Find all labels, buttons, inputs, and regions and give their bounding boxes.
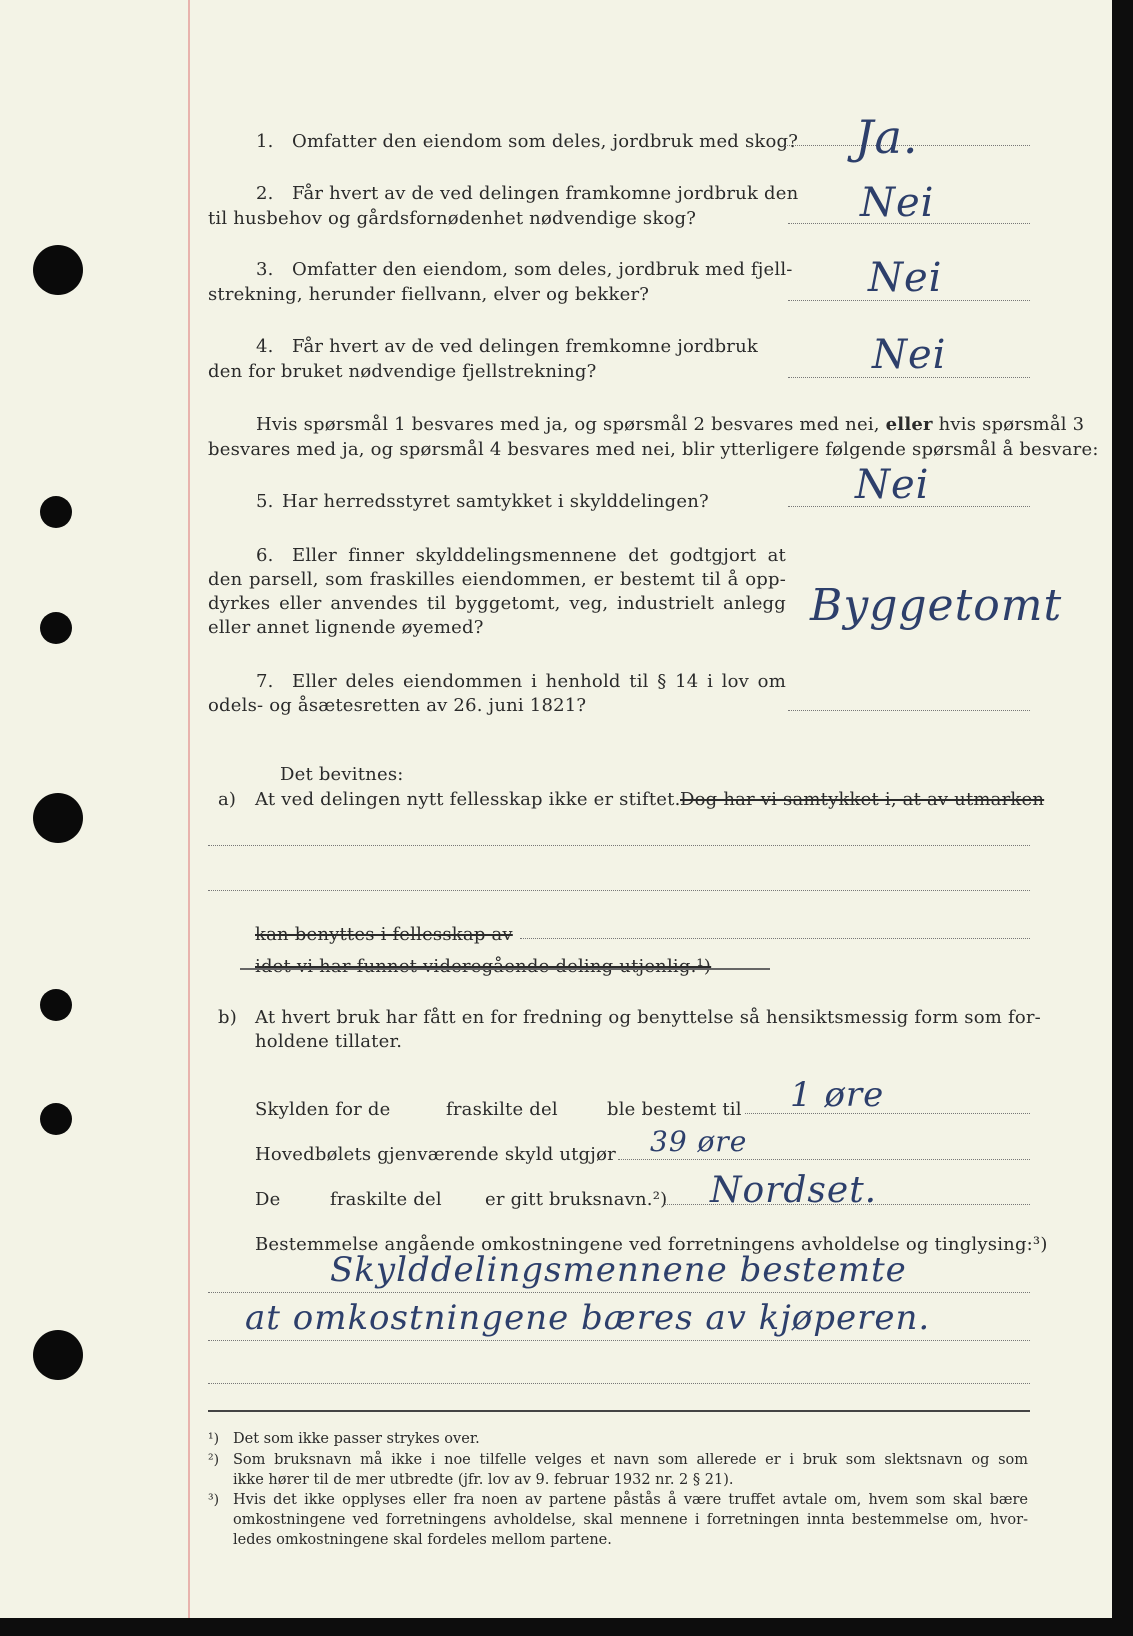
blank-line	[208, 845, 1030, 846]
question-3-line2: strekning, herunder fiellvann, elver og bekker?	[208, 284, 650, 305]
punch-hole	[40, 612, 72, 644]
item-a-label: a)	[218, 789, 237, 810]
question-4-number: 4.	[256, 336, 274, 357]
question-4-line1: Får hvert av de ved delingen fremkomne jordbruk	[292, 336, 758, 357]
footnote-1-line: Det som ikke passer strykes over.	[233, 1431, 480, 1447]
kost-label: Bestemmelse angående omkostningene ved forretningens avholdelse og tinglysing:³)	[255, 1234, 1048, 1255]
kost-line-3	[208, 1383, 1030, 1384]
question-1-number: 1.	[256, 131, 274, 152]
question-3-number: 3.	[256, 259, 274, 280]
item-a-text: At ved delingen nytt fellesskap ikke er stiftet.	[255, 789, 681, 810]
certification-heading: Det bevitnes:	[280, 764, 404, 785]
skyld-value: 1 øre	[790, 1075, 885, 1115]
navn-label-a: De	[255, 1189, 281, 1210]
condition-bold: eller	[885, 414, 933, 435]
question-6-line2: den parsell, som fraskilles eiendommen, er bestemt til å opp-	[208, 569, 786, 590]
question-7-line2: odels- og åsætesretten av 26. juni 1821?	[208, 695, 587, 716]
answer-2: Nei	[860, 180, 935, 226]
strike-through-pen-line	[240, 968, 770, 970]
navn-label-b: fraskilte del	[330, 1189, 442, 1210]
kost-line-1	[208, 1292, 1030, 1293]
answer-6: Byggetomt	[810, 580, 1063, 631]
blank-line	[208, 890, 1030, 891]
item-b-line1: At hvert bruk har fått en for fredning og benyttelse så hensiktsmessig form som for-	[255, 1007, 1041, 1028]
question-3-line1: Omfatter den eiendom, som deles, jordbruk med fjell-	[292, 259, 793, 280]
punch-hole	[33, 1330, 83, 1380]
footnote-2-number: ²)	[208, 1452, 220, 1468]
kost-value-line1: Skylddelingsmennene bestemte	[330, 1250, 907, 1290]
condition-line2: besvares med ja, og spørsmål 4 besvares med nei, blir ytterligere følgende spørsmål å besvare:	[208, 439, 1099, 460]
hoved-label: Hovedbølets gjenværende skyld utgjør	[255, 1144, 616, 1165]
question-5-text: Har herredsstyret samtykket i skylddelingen?	[282, 491, 709, 512]
answer-1: Ja.	[855, 110, 919, 164]
punch-hole	[40, 496, 72, 528]
question-6-number: 6.	[256, 545, 274, 566]
footnote-rule	[208, 1410, 1030, 1412]
skyld-label-b: fraskilte del	[446, 1099, 558, 1120]
item-b-line2: holdene tillater.	[255, 1031, 403, 1052]
punch-hole	[40, 1103, 72, 1135]
question-5-number: 5.	[256, 491, 274, 512]
skyld-label-c: ble bestemt til	[607, 1099, 742, 1120]
footnote-3-line2: omkostningene ved forretningens avholdelse, skal mennene i forretningen innta bestemmelse om, hvor-	[233, 1512, 1028, 1528]
answer-5: Nei	[855, 462, 930, 508]
footnote-2-line1: Som bruksnavn må ikke i noe tilfelle velges et navn som allerede er i bruk som slektsnavn og som	[233, 1452, 1028, 1468]
kost-value-line2: at omkostningene bæres av kjøperen.	[245, 1298, 931, 1338]
question-6-line1: Eller finner skylddelingsmennene det godtgjort at	[292, 545, 786, 566]
question-1-text: Omfatter den eiendom som deles, jordbruk med skog?	[292, 131, 799, 152]
condition-text-b: hvis spørsmål 3	[938, 414, 1085, 435]
punch-hole	[40, 989, 72, 1021]
footnote-3-line1: Hvis det ikke opplyses eller fra noen av partene påstås å være truffet avtale om, hvem som skal bære	[233, 1492, 1028, 1508]
navn-value: Nordset.	[710, 1170, 878, 1211]
condition-line1	[256, 413, 1084, 437]
question-2-line2: til husbehov og gårdsfornødenhet nødvendige skog?	[208, 208, 697, 229]
answer-3: Nei	[868, 255, 943, 301]
hoved-value-line	[618, 1159, 1030, 1160]
punch-hole	[33, 793, 83, 843]
item-a-struck-text: Dog har vi samtykket i, at av utmarken	[680, 789, 1045, 810]
punch-hole	[33, 245, 83, 295]
condition-text-a: Hvis spørsmål 1 besvares med ja, og spørsmål 2 besvares med nei,	[256, 414, 880, 435]
skyld-value-line	[745, 1113, 1030, 1114]
question-7-line1: Eller deles eiendommen i henhold til § 14 i lov om	[292, 671, 786, 692]
answer-4: Nei	[872, 332, 947, 378]
skyld-label-a: Skylden for de	[255, 1099, 391, 1120]
struck-line-2: kan benyttes i fellesskap av	[255, 924, 513, 945]
question-7-number: 7.	[256, 671, 274, 692]
footnote-2-line2: ikke hører til de mer utbredte (jfr. lov av 9. februar 1932 nr. 2 § 21).	[233, 1472, 734, 1488]
hoved-value: 39 øre	[650, 1125, 748, 1158]
item-b-label: b)	[218, 1007, 237, 1028]
footnote-3-number: ³)	[208, 1492, 220, 1508]
blank-line	[520, 938, 1030, 939]
question-2-line1: Får hvert av de ved delingen framkomne jordbruk den	[292, 183, 799, 204]
footnote-3-line3: ledes omkostningene skal fordeles mellom partene.	[233, 1532, 612, 1548]
kost-line-2	[208, 1340, 1030, 1341]
question-2-number: 2.	[256, 183, 274, 204]
margin-line	[188, 0, 190, 1618]
question-4-line2: den for bruket nødvendige fjellstrekning?	[208, 361, 597, 382]
question-6-line4: eller annet lignende øyemed?	[208, 617, 484, 638]
navn-label-c: er gitt bruksnavn.²)	[485, 1189, 668, 1210]
question-6-line3: dyrkes eller anvendes til byggetomt, veg, industrielt anlegg	[208, 593, 786, 614]
footnote-1-number: ¹)	[208, 1431, 220, 1447]
struck-line-3: idet vi har funnet videregående deling utjenlig.¹)	[255, 956, 712, 977]
answer-line-7	[788, 710, 1030, 711]
